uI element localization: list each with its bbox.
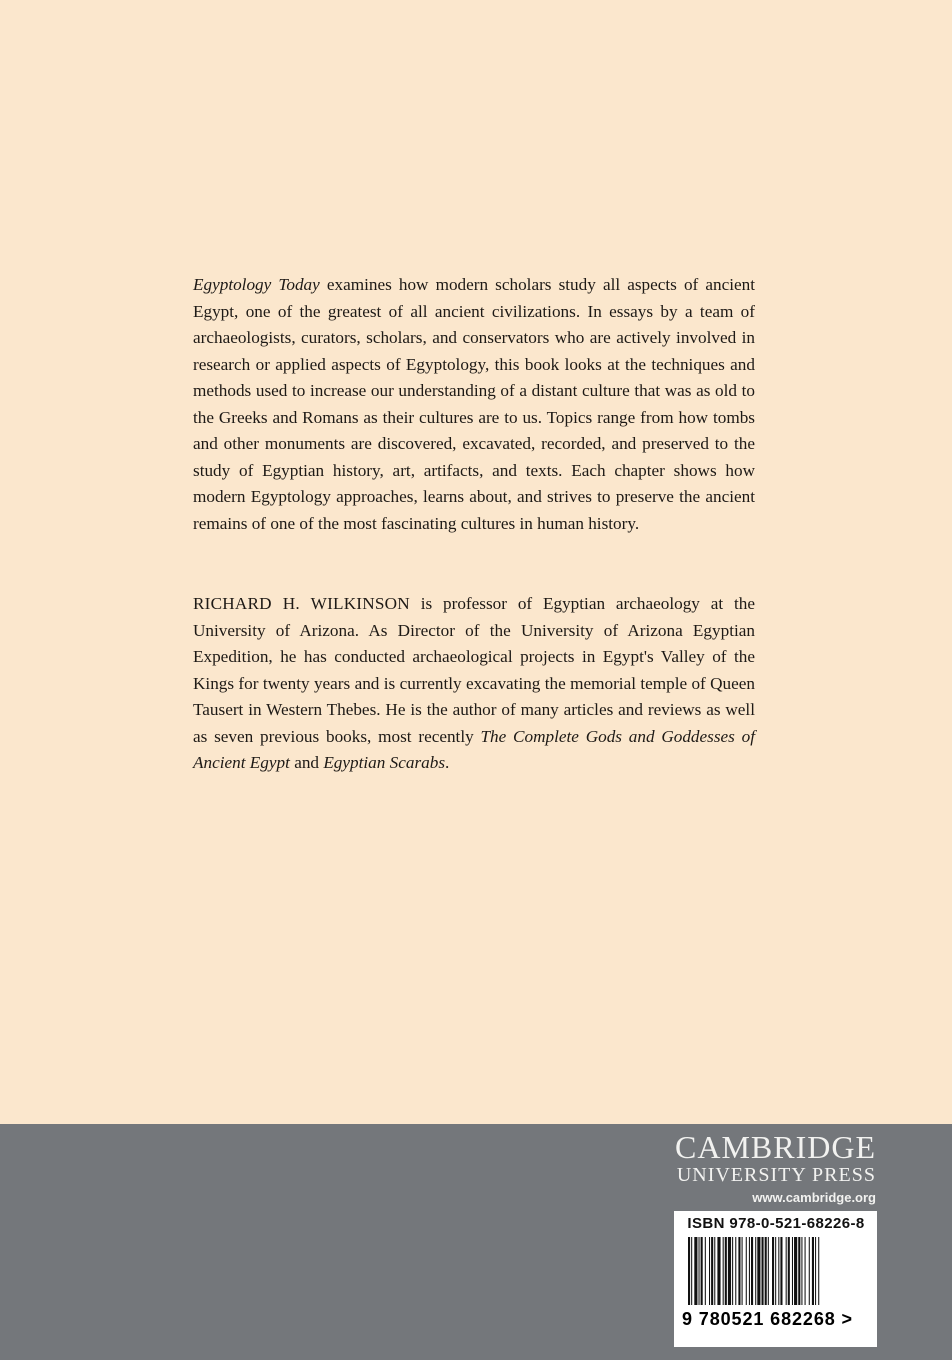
barcode-bar bbox=[765, 1237, 767, 1305]
barcode-bar bbox=[742, 1237, 743, 1305]
barcode-bar bbox=[755, 1237, 756, 1305]
barcode-bar bbox=[723, 1237, 724, 1305]
publisher-url: www.cambridge.org bbox=[752, 1190, 876, 1205]
barcode-bar bbox=[805, 1237, 806, 1305]
barcode-bar bbox=[757, 1237, 760, 1305]
barcode-bar bbox=[762, 1237, 764, 1305]
barcode-bar bbox=[812, 1237, 814, 1305]
publisher-sub: UNIVERSITY PRESS bbox=[676, 1164, 876, 1186]
barcode-bar bbox=[794, 1237, 797, 1305]
barcode-number: 9 780521 682268 > bbox=[682, 1309, 853, 1329]
barcode-bar bbox=[792, 1237, 793, 1305]
barcode-bar bbox=[768, 1237, 769, 1305]
barcode-panel bbox=[674, 1211, 877, 1347]
barcode-bar bbox=[694, 1237, 697, 1305]
barcode-bar bbox=[780, 1237, 782, 1305]
barcode-bar bbox=[818, 1237, 819, 1305]
barcode-bar bbox=[749, 1237, 750, 1305]
barcode-bar bbox=[725, 1237, 727, 1305]
author-bio-and: and bbox=[289, 753, 324, 772]
description-text: examines how modern scholars study all aspects of ancient Egypt, one of the greatest of all ancient civilizations. In essays by a team of archaeologists, curators, scholars, and conservators who are actively involved in research or applied aspects of Egyptology, this book looks at the techniques and methods used to increase our understanding of a distant culture that was as old to the Greeks and Romans as their cultures are to us. Topics range from how tombs and other monuments are discovered, excavated, recorded, and preserved to the study of Egyptian history, art, artifacts, and texts. Each chapter shows how modern Egyptology approaches, learns about, and strives to preserve the ancient remains of one of the most fascinating cultures in human history. bbox=[193, 275, 755, 533]
barcode-bar bbox=[775, 1237, 776, 1305]
barcode-bar bbox=[815, 1237, 816, 1305]
author-bio-text: is professor of Egyptian archaeology at the University of Arizona. As Director of the University of Arizona Egyptian Expedition, he has conducted archaeological projects in Egypt's Valley of the Kings for twenty years and is currently excavating the memorial temple of Queen Tausert in Western Thebes. He is the author of many articles and reviews as well as seven previous books, most recently bbox=[193, 594, 755, 746]
barcode-bar bbox=[714, 1237, 715, 1305]
barcode-bar bbox=[711, 1237, 713, 1305]
barcode-bar bbox=[728, 1237, 731, 1305]
description-paragraph bbox=[193, 272, 755, 537]
author-bio-paragraph bbox=[193, 591, 755, 777]
book-title-egyptian-scarabs: Egyptian Scarabs bbox=[323, 753, 446, 772]
barcode-bar bbox=[809, 1237, 810, 1305]
barcode-bar bbox=[798, 1237, 800, 1305]
barcode-bar bbox=[738, 1237, 740, 1305]
barcode-bar bbox=[751, 1237, 753, 1305]
barcode-bar bbox=[709, 1237, 710, 1305]
barcode-bar bbox=[732, 1237, 733, 1305]
barcode-bar bbox=[786, 1237, 787, 1305]
barcode-bar bbox=[699, 1237, 700, 1305]
author-name: RICHARD H. WILKINSON bbox=[193, 594, 410, 613]
barcode-bar bbox=[788, 1237, 790, 1305]
barcode-bar bbox=[778, 1237, 779, 1305]
publisher-name: CAMBRIDGE bbox=[674, 1129, 876, 1165]
publisher-logo bbox=[675, 1130, 876, 1208]
blurb bbox=[193, 272, 755, 777]
author-bio-end: . bbox=[445, 753, 450, 772]
barcode-bar bbox=[701, 1237, 703, 1305]
book-title-complete-gods: The Complete Gods and Goddesses of Ancient Egypt bbox=[193, 726, 756, 772]
barcode-image bbox=[680, 1237, 872, 1329]
barcode-bar bbox=[691, 1237, 692, 1305]
barcode-bar bbox=[801, 1237, 802, 1305]
book-title: Egyptology Today bbox=[193, 275, 320, 294]
isbn-label: ISBN 978-0-521-68226-8 bbox=[687, 1215, 865, 1232]
barcode-bar bbox=[735, 1237, 736, 1305]
barcode-bar bbox=[717, 1237, 720, 1305]
barcode-bar bbox=[705, 1237, 706, 1305]
barcode-bar bbox=[688, 1237, 690, 1305]
paragraph-spacer bbox=[193, 537, 755, 591]
barcode-bar bbox=[772, 1237, 774, 1305]
barcode-bar bbox=[746, 1237, 747, 1305]
